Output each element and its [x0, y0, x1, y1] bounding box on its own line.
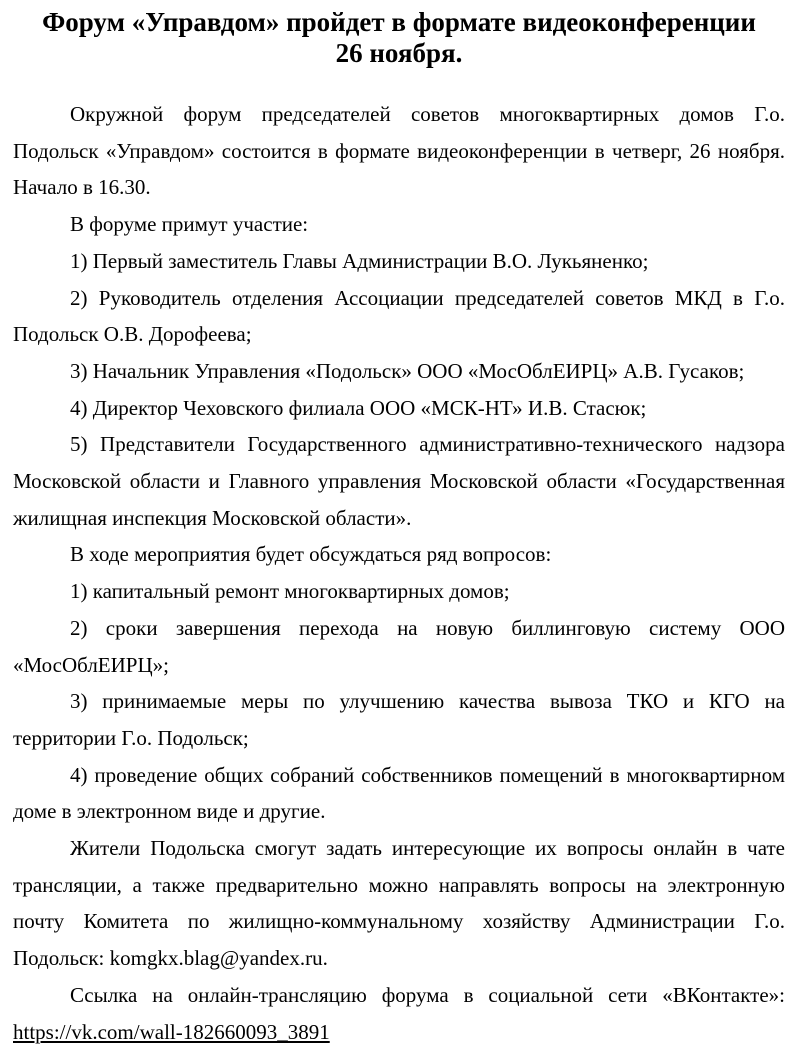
participant-item-5: 5) Представители Государственного административно-технического надзора Московской области и Главного управления Московской области «Государственная жилищная инспекция Московской области». [13, 432, 785, 530]
agenda-item-3: 3) принимаемые меры по улучшению качества вывоза ТКО и КГО на территории Г.о. Подольск; [13, 689, 785, 750]
paragraph-agenda-heading: В ходе мероприятия будет обсуждаться ряд вопросов: [70, 542, 552, 567]
document-title [13, 7, 785, 69]
participant-item-4: 4) Директор Чеховского филиала ООО «МСК-НТ» И.В. Стасюк; [70, 395, 647, 420]
participant-item-2: 2) Руководитель отделения Ассоциации председателей советов МКД в Г.о. Подольск О.В. Дорофеева; [13, 285, 785, 347]
agenda-item-2: 2) сроки завершения перехода на новую биллинговую систему ООО «МосОблЕИРЦ»; [13, 615, 785, 677]
agenda-item-4: 4) проведение общих собраний собственников помещений в многоквартирном доме в электронном виде и другие. [13, 762, 785, 824]
participant-item-3: 3) Начальник Управления «Подольск» ООО «МосОблЕИРЦ» А.В. Гусаков; [70, 358, 745, 383]
closing-text: Ссылка на онлайн-трансляцию форума в социальной сети «ВКонтакте»: [70, 982, 785, 1007]
document-body [13, 96, 785, 1050]
paragraph-participants-heading: В форуме примут участие: [70, 212, 309, 237]
paragraph-closing [13, 977, 785, 1050]
document-title-line1: Форум «Управдом» пройдет в формате видеоконференции [42, 7, 756, 37]
paragraph-intro: Окружной форум председателей советов многоквартирных домов Г.о. Подольск «Управдом» состоится в формате видеоконференции в четверг, 26 ноября. Начало в 16.30. [13, 102, 785, 200]
document-title-line2: 26 ноября. [335, 38, 463, 68]
agenda-item-1: 1) капитальный ремонт многоквартирных домов; [70, 579, 510, 604]
participant-item-1: 1) Первый заместитель Главы Администрации В.О. Лукьяненко; [70, 248, 649, 273]
paragraph-questions-email: Жители Подольска смогут задать интересующие их вопросы онлайн в чате трансляции, а также предварительно можно направлять вопросы на электронную почту Комитета по жилищно-коммунальному хозяйству Администрации Г.о. Подольск: komgkx.blag@yandex.ru. [13, 836, 785, 971]
vk-link[interactable]: https://vk.com/wall-182660093_3891 [13, 1019, 330, 1044]
